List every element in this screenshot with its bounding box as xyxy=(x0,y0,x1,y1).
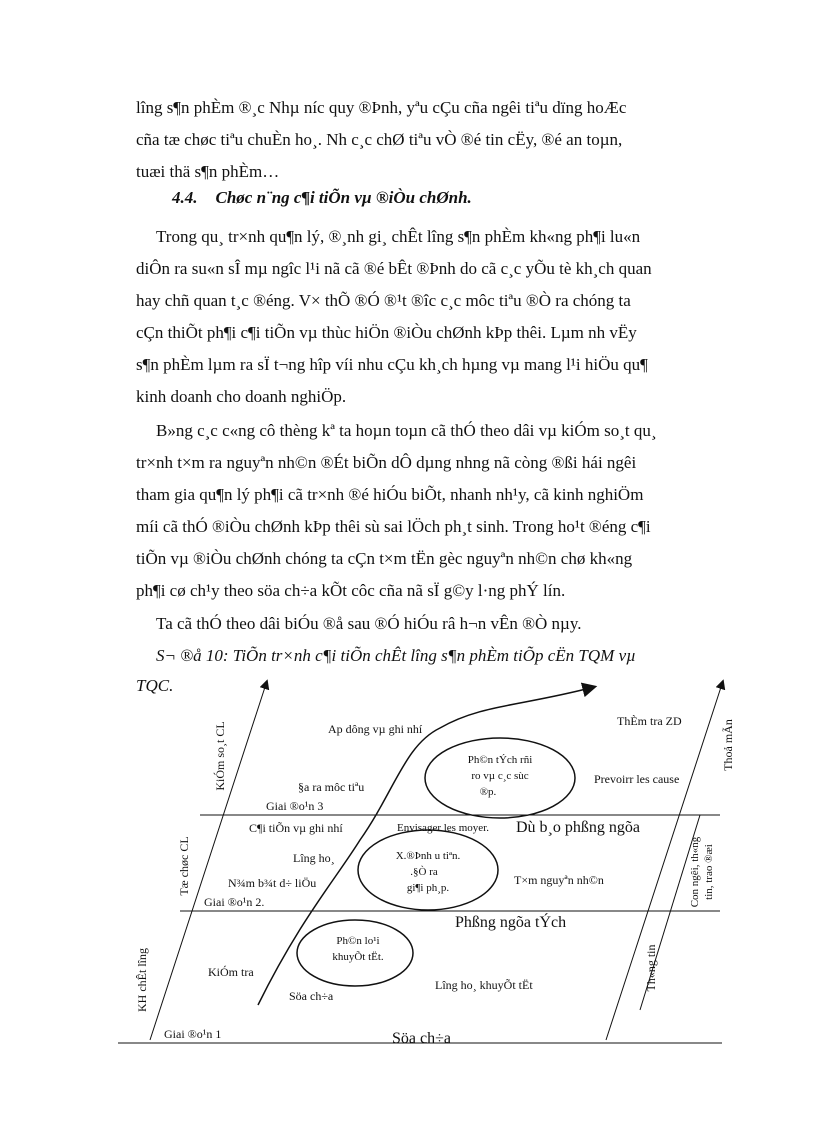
label-quantify: Lîng ho¸ xyxy=(293,851,335,865)
label-correct: Söa ch÷a xyxy=(289,989,334,1003)
text-line: cÇn thiÕt ph¶i c¶i tiÕn vµ thùc hiÖn ®iÒu chØnh kÞp thêi. Lµm nh vËy xyxy=(136,323,637,342)
label-foresee-causes: Prevoirr les cause xyxy=(594,772,680,786)
ellipse-top-line: Ph©n tÝch rñi xyxy=(467,754,533,766)
stage-1-label: Giai ®o¹n 1 xyxy=(164,1027,222,1041)
text-line: s¶n phÈm lµm ra sÏ t¬ng hîp víi nhu cÇu kh¸ch hµng vµ mang l¹i hiÖu qu¶ xyxy=(136,355,648,374)
axis-label-quality-control: KiÓm so¸t CL xyxy=(213,721,227,791)
label-envisage-means: Envisager les moyer. xyxy=(397,822,489,834)
label-improve-record: C¶i tiÕn vµ ghi nhí xyxy=(249,821,343,835)
left-axis-arrow xyxy=(150,684,266,1040)
text-line: tuæi thä s¶n phÈm… xyxy=(136,162,280,181)
text-line: lîng s¶n phÈm ®¸c Nhµ níc quy ®Þnh, yªu cÇu cña ngêi tiªu dïng hoÆc xyxy=(136,98,627,117)
axis-label-quality-plan: KH chÊt lîng xyxy=(135,948,149,1012)
band-label-active-prevention: Phßng ngõa tÝch xyxy=(455,914,567,931)
ellipse-mid-line: .§Ò ra xyxy=(410,866,438,878)
ellipse-top-line: ®p. xyxy=(479,786,497,798)
stage-3-label: Giai ®o¹n 3 xyxy=(266,799,324,813)
section-title: Chøc n¨ng c¶i tiÕn vµ ®iÒu chØnh. xyxy=(215,188,472,207)
label-set-targets: §a ra môc tiªu xyxy=(298,780,365,794)
text-line: diÔn ra su«n sÎ mµ ngîc l¹i nã cã ®é bÊt ®Þnh do cã c¸c yÕu tè kh¸ch quan xyxy=(136,259,652,278)
ellipse-top-line: ro vµ c¸c sùc xyxy=(471,770,529,782)
ellipse-bot-line: Ph©n lo¹i xyxy=(336,935,380,947)
improvement-curve xyxy=(258,688,590,1005)
band-label-correction: Söa ch÷a xyxy=(392,1030,451,1047)
text-line: cña tæ chøc tiªu chuÈn ho¸. Nh c¸c chØ tiªu vÒ ®é tin cËy, ®é an toµn, xyxy=(136,130,623,149)
text-line: hay chñ quan t¸c ®éng. V× thÕ ®Ó ®¹t ®îc c¸c môc tiªu ®Ò ra chóng ta xyxy=(136,291,631,310)
stage-2-label: Giai ®o¹n 2. xyxy=(204,895,265,909)
ellipse-mid-line: gi¶i ph¸p. xyxy=(406,882,450,894)
text-line: tham gia qu¶n lý ph¶i cã tr×nh ®é hiÓu biÕt, nhanh nh¹y, cã kinh nghiÖm xyxy=(136,485,644,504)
label-quantify-defects: Lîng ho¸ khuyÕt tËt xyxy=(435,978,533,992)
axis-label-information: Th«ng tin xyxy=(644,944,658,992)
label-verify-zd: ThÈm tra ZD xyxy=(617,714,682,728)
section-number: 4.4. xyxy=(172,188,198,207)
text-line: ph¶i cø ch¹y theo söa ch÷a kÕt côc cña nã sÏ g©y l·ng phÝ lín. xyxy=(136,581,566,600)
text-line: Trong qu¸ tr×nh qu¶n lý, ®¸nh gi¸ chÊt lîng s¶n phÈm kh«ng ph¶i lu«n xyxy=(156,227,641,246)
caption-line: TQC. xyxy=(136,676,174,695)
axis-label-people-info-2: tin, trao ®æi xyxy=(703,844,715,900)
band-label-forecast-prevention: Dù b¸o phßng ngõa xyxy=(516,819,640,836)
ellipse-bot-line: khuyÕt tËt. xyxy=(332,951,384,963)
axis-label-quality-org: Tæ chøc CL xyxy=(177,836,191,896)
text-line: B»ng c¸c c«ng cô thèng kª ta hoµn toµn cã thÓ theo dâi vµ kiÓm so¸t qu¸ xyxy=(156,421,657,440)
text-line: tr×nh t×m ra nguyªn nh©n ®Ét biÕn dÔ dµng nhng nã còng ®ßi hái ngêi xyxy=(136,453,637,472)
text-line: míi cã thÓ ®iÒu chØnh kÞp thêi sù sai lÖch ph¸t sinh. Trong ho¹t ®éng c¶i xyxy=(136,517,651,536)
axis-label-people-info-1: Con ngêi, th«ng xyxy=(689,836,701,908)
label-inspect: KiÓm tra xyxy=(208,965,254,979)
text-line: kinh doanh cho doanh nghiÖp. xyxy=(136,387,347,406)
caption-line: S¬ ®å 10: TiÕn tr×nh c¶i tiÕn chÊt lîng s¶n phÈm tiÕp cËn TQM vµ xyxy=(156,646,636,665)
label-apply-record: Ap dông vµ ghi nhí xyxy=(328,722,423,736)
label-collect-data: N¾m b¾t d÷ liÖu xyxy=(228,876,317,890)
text-line: tiÕn vµ ®iÒu chØnh chóng ta cÇn t×m tËn gèc nguyªn nh©n chø kh«ng xyxy=(136,549,633,568)
text-line: Ta cã thÓ theo dâi biÓu ®å sau ®Ó hiÓu râ h¬n vÊn ®Ò nµy. xyxy=(156,614,582,633)
ellipse-mid-line: X.®Þnh u tiªn. xyxy=(395,850,461,862)
label-find-causes: T×m nguyªn nh©n xyxy=(514,873,604,887)
axis-label-satisfaction: Thoả mÃn xyxy=(721,719,735,771)
